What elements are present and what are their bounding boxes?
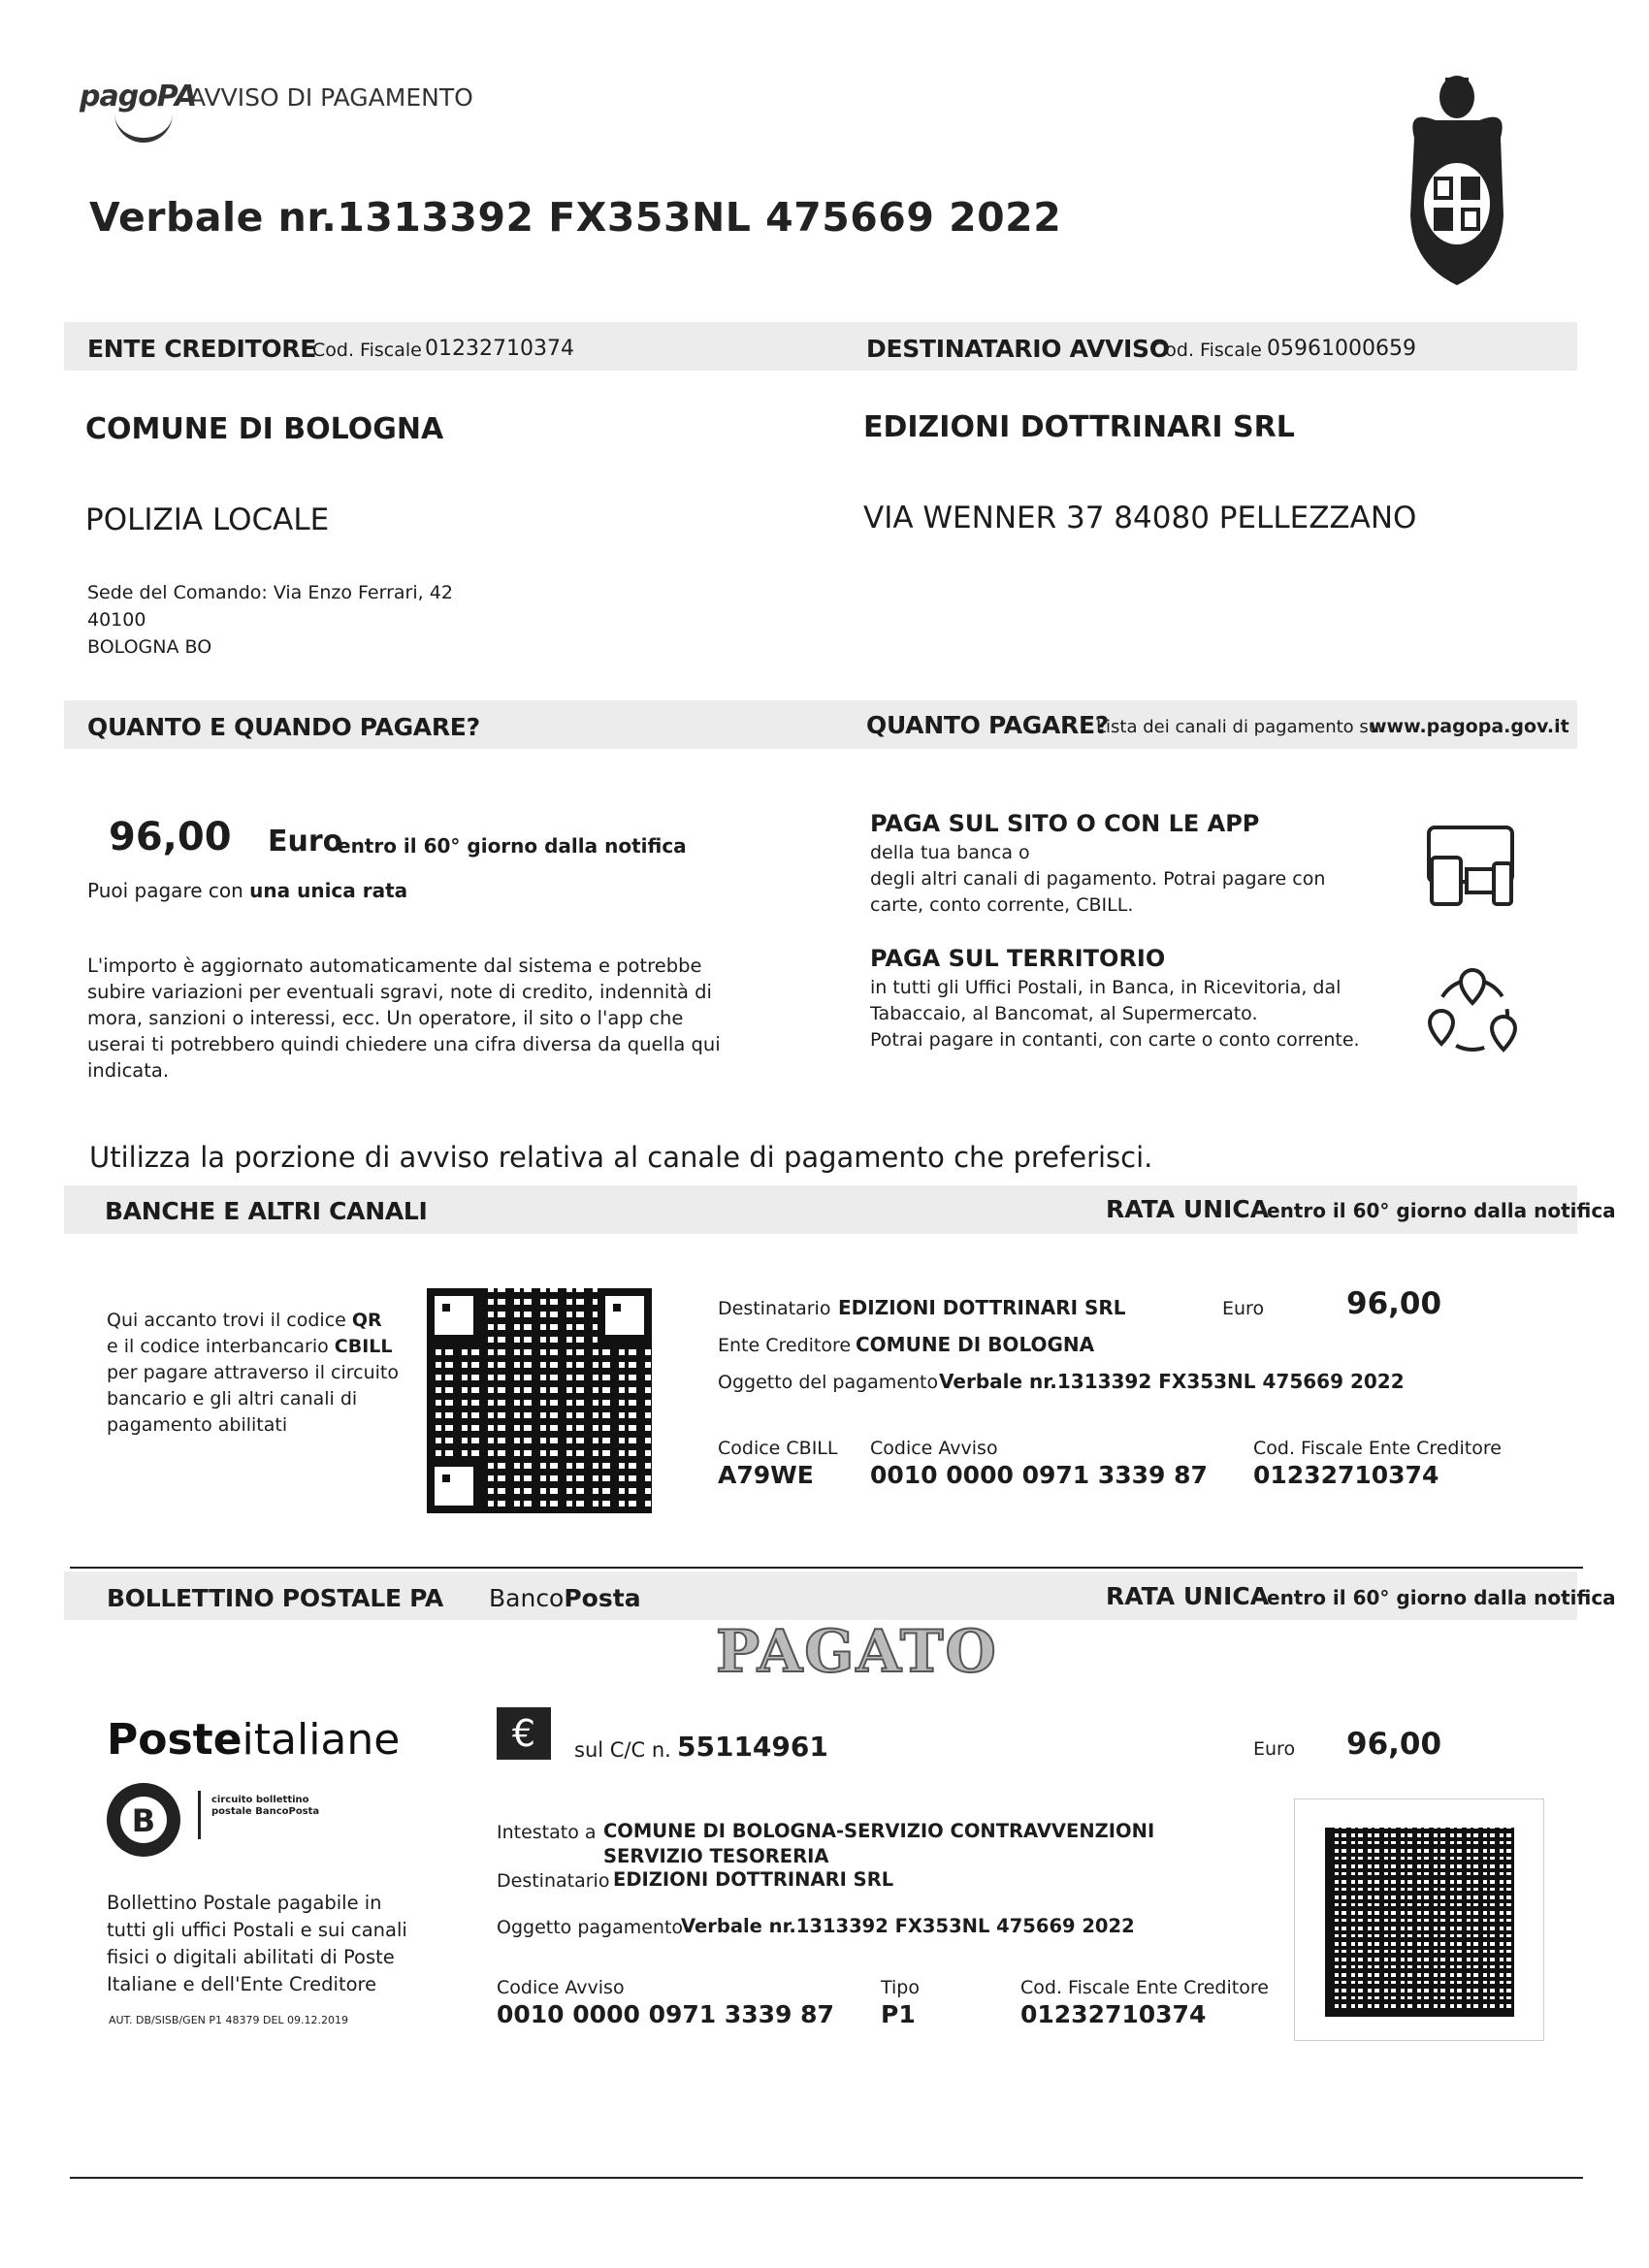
document-type-title: AVVISO DI PAGAMENTO: [189, 83, 473, 112]
qr-desc-line2-text: e il codice interbancario: [107, 1336, 329, 1357]
banche-oggetto: Verbale nr.1313392 FX353NL 475669 2022: [939, 1370, 1405, 1393]
paga-sito-line2: degli altri canali di pagamento. Potrai pagare con: [870, 868, 1326, 890]
quanto-pagare-label: QUANTO PAGARE?: [866, 711, 1109, 739]
bollettino-dest: EDIZIONI DOTTRINARI SRL: [613, 1868, 894, 1891]
bollettino-oggetto: Verbale nr.1313392 FX353NL 475669 2022: [681, 1915, 1135, 1937]
destinatario-label: DESTINATARIO AVVISO: [866, 335, 1170, 363]
banche-ente: COMUNE DI BOLOGNA: [856, 1333, 1095, 1356]
devices-icon: [1426, 825, 1515, 908]
rata-info: [87, 879, 407, 902]
banche-cf-label: Cod. Fiscale Ente Creditore: [1253, 1438, 1502, 1459]
banche-rata-label: RATA UNICA: [1106, 1195, 1270, 1223]
section-divider: [70, 1567, 1583, 1569]
banche-ente-label: Ente Creditore: [718, 1335, 852, 1356]
qr-desc-line5: pagamento abilitati: [107, 1414, 288, 1436]
cc-number: 55114961: [677, 1731, 828, 1763]
bollettino-description: Bollettino Postale pagabile in tutti gli uffici Postali e sui canali fisici o digitali abilitati di Poste Italiane e dell'Ente Creditore: [107, 1892, 407, 1995]
bollettino-badge-icon: [103, 1779, 184, 1861]
tipo-value: P1: [881, 2000, 916, 2028]
bottom-rule: [70, 2177, 1583, 2179]
poste-italiane-logo: [107, 1715, 400, 1765]
rata-bold: una unica rata: [249, 879, 408, 902]
pagato-stamp: PAGATO: [716, 1618, 998, 1686]
canali-text: Lista dei canali di pagamento su: [1096, 717, 1380, 737]
datamatrix-icon: [1325, 1828, 1514, 2017]
ente-address-line1: Sede del Comando: Via Enzo Ferrari, 42: [87, 582, 453, 603]
ente-creditore-label: ENTE CREDITORE: [87, 335, 316, 363]
paga-territorio-title: PAGA SUL TERRITORIO: [870, 945, 1166, 972]
authorization-code: AUT. DB/SISB/GEN P1 48379 DEL 09.12.2019: [109, 2014, 349, 2026]
qr-desc-line1-text: Qui accanto trovi il codice: [107, 1310, 346, 1331]
destinatario-cf: 05961000659: [1267, 337, 1416, 361]
paga-sito-line1: della tua banca o: [870, 842, 1030, 863]
bollettino-cf-label: Cod. Fiscale Ente Creditore: [1020, 1977, 1269, 1998]
cbill-label: Codice CBILL: [718, 1438, 838, 1459]
bollettino-due-date: entro il 60° giorno dalla notifica: [1267, 1586, 1616, 1609]
ente-cf-label: Cod. Fiscale: [312, 340, 422, 361]
cc-label: sul C/C n.: [574, 1738, 671, 1762]
paga-territorio-line1: in tutti gli Uffici Postali, in Banca, in Ricevitoria, dal: [870, 977, 1342, 998]
bancoposta-bold: Posta: [564, 1584, 641, 1612]
bancoposta-label: [489, 1584, 641, 1612]
qr-finder-bl: [427, 1459, 481, 1513]
tipo-label: Tipo: [881, 1977, 920, 1998]
utilizza-text: Utilizza la porzione di avviso relativa al canale di pagamento che preferisci.: [89, 1141, 1153, 1174]
bollettino-cf: 01232710374: [1020, 2000, 1207, 2028]
cbill-code: A79WE: [718, 1461, 814, 1489]
qr-desc-line2: [107, 1336, 393, 1357]
paga-sito-line3: carte, conto corrente, CBILL.: [870, 894, 1134, 916]
svg-text:B: B: [131, 1802, 156, 1839]
euro-label: Euro: [268, 825, 343, 859]
qr-desc-line3: per pagare attraverso il circuito: [107, 1362, 399, 1383]
bollettino-oggetto-label: Oggetto pagamento: [497, 1917, 684, 1938]
circuito-label: circuito bollettino postale BancoPosta: [211, 1795, 320, 1817]
pagopa-url-link[interactable]: www.pagopa.gov.it: [1370, 716, 1569, 737]
banche-dest: EDIZIONI DOTTRINARI SRL: [838, 1296, 1126, 1319]
ente-address-line2: 40100: [87, 609, 146, 631]
poste-logo-bold: Poste: [107, 1715, 242, 1765]
amount-value: 96,00: [109, 815, 232, 859]
intestato-line1: COMUNE DI BOLOGNA-SERVIZIO CONTRAVVENZIONI: [603, 1820, 1155, 1842]
destinatario-address: VIA WENNER 37 84080 PELLEZZANO: [863, 501, 1417, 535]
bancoposta-prefix: Banco: [489, 1584, 565, 1612]
bollettino-avviso-label: Codice Avviso: [497, 1977, 625, 1998]
map-pins-icon: [1426, 966, 1519, 1055]
banche-cf: 01232710374: [1253, 1461, 1439, 1489]
due-date: entro il 60° giorno dalla notifica: [338, 834, 687, 858]
banche-euro-label: Euro: [1222, 1298, 1265, 1319]
pagopa-logo: pagoPA: [80, 80, 197, 113]
bollettino-avviso: 0010 0000 0971 3339 87: [497, 2000, 834, 2028]
qr-desc-line2-bold: CBILL: [334, 1336, 393, 1357]
banche-avviso: 0010 0000 0971 3339 87: [870, 1461, 1208, 1489]
euro-icon: €: [497, 1707, 551, 1760]
paga-territorio-line2: Tabaccaio, al Bancomat, al Supermercato.: [870, 1003, 1258, 1024]
amount-disclaimer: L'importo è aggiornato automaticamente dal sistema e potrebbe subire variazioni per eventuali sgravi, note di credito, indennità di mora, sanzioni o interessi, ecc. Un operatore, il sito o l'app che userai ti potrebbero quindi chiedere una cifra diversa da quella qui indicata.: [87, 955, 721, 1082]
bollettino-dest-label: Destinatario: [497, 1870, 610, 1892]
qr-finder-tl: [427, 1288, 481, 1343]
ente-cf: 01232710374: [425, 337, 574, 361]
banche-amount: 96,00: [1346, 1286, 1442, 1321]
bollettino-label: BOLLETTINO POSTALE PA: [107, 1584, 443, 1612]
ente-address-line3: BOLOGNA BO: [87, 636, 212, 658]
rata-prefix: Puoi pagare con: [87, 879, 243, 902]
banche-oggetto-label: Oggetto del pagamento: [718, 1372, 939, 1393]
banche-label: BANCHE E ALTRI CANALI: [105, 1197, 428, 1225]
banche-dest-label: Destinatario: [718, 1298, 831, 1319]
destinatario-cf-label: Cod. Fiscale: [1152, 340, 1262, 361]
qr-finder-tr: [598, 1288, 652, 1343]
poste-logo-regular: italiane: [242, 1715, 401, 1765]
paga-sito-title: PAGA SUL SITO O CON LE APP: [870, 810, 1260, 837]
ente-dept: POLIZIA LOCALE: [85, 502, 330, 537]
bollettino-euro-label: Euro: [1253, 1738, 1296, 1760]
qr-desc-line1-bold: QR: [351, 1310, 382, 1331]
bollettino-rata-label: RATA UNICA: [1106, 1582, 1270, 1610]
qr-desc-line1: [107, 1310, 382, 1331]
qr-desc-line4: bancario e gli altri canali di: [107, 1388, 358, 1409]
verbale-title: Verbale nr.1313392 FX353NL 475669 2022: [89, 194, 1062, 241]
intestato-label: Intestato a: [497, 1822, 597, 1843]
coat-of-arms-icon: [1397, 70, 1518, 293]
paga-territorio-line3: Potrai pagare in contanti, con carte o conto corrente.: [870, 1029, 1360, 1051]
qr-code-icon: [427, 1288, 652, 1513]
pagopa-swoosh-icon: [114, 109, 173, 143]
destinatario-name: EDIZIONI DOTTRINARI SRL: [863, 410, 1295, 444]
banche-avviso-label: Codice Avviso: [870, 1438, 998, 1459]
badge-divider: [198, 1791, 201, 1839]
intestato-line2: SERVIZIO TESORERIA: [603, 1845, 829, 1867]
banche-due-date: entro il 60° giorno dalla notifica: [1267, 1199, 1616, 1222]
ente-name: COMUNE DI BOLOGNA: [85, 412, 444, 446]
bollettino-amount: 96,00: [1346, 1727, 1442, 1762]
quanto-quando-label: QUANTO E QUANDO PAGARE?: [87, 713, 480, 741]
